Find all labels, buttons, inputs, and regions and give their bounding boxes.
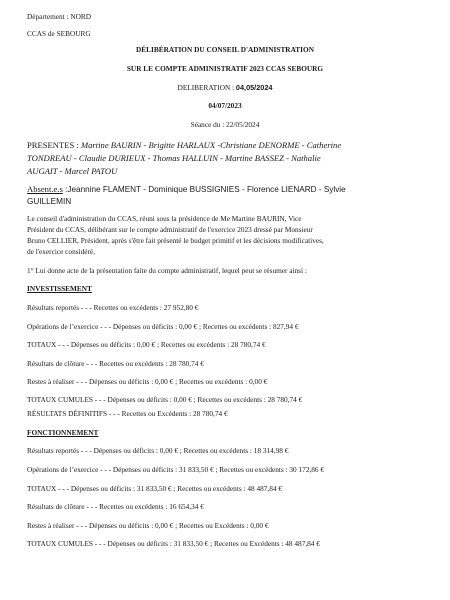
presents-line-3: AUGAIT - Marcel PATOU xyxy=(27,166,118,176)
investissement-line-1: Résultats reportés - - - Recettes ou excédents : 27 952,80 € xyxy=(27,303,199,312)
presents-names-1: Martine BAURIN - Brigitte HARLAUX -Christiane DENORME - Catherine xyxy=(80,140,342,150)
deliberation-label: DELIBERATION : xyxy=(177,83,236,92)
departement-line: Département : NORD xyxy=(27,12,92,21)
investissement-line-7: RÉSULTATS DÉFINITIFS - - - Recettes ou Excédents : 28 780,74 € xyxy=(27,409,228,418)
absents-names-1: :Jeannine FLAMENT - Dominique BUSSIGNIES - Florence LIENARD - Sylvie xyxy=(62,185,346,194)
investissement-line-4: Résultats de clôture - - - Recettes ou excédents : 28 780,74 € xyxy=(27,359,204,368)
ccas-line: CCAS de SEBOURG xyxy=(27,29,91,38)
absents-line-1 xyxy=(27,184,346,195)
presents-label: PRESENTES : xyxy=(27,140,81,150)
intro-line-2: Président du CCAS, délibérant sur le compte administratif de l'exercice 2023 dressé par Monsieur xyxy=(27,225,313,234)
investissement-heading: INVESTISSEMENT xyxy=(27,284,92,293)
fonctionnement-line-3: TOTAUX - - - Dépenses ou déficits : 31 833,50 € ; Recettes ou excédents : 48 487,84 € xyxy=(27,484,283,493)
absents-line-2: GUILLEMIN xyxy=(27,197,72,206)
title-line-2: SUR LE COMPTE ADMINISTRATIF 2023 CCAS SEBOURG xyxy=(126,64,324,73)
date-line: 04/07/2023 xyxy=(208,101,242,110)
absents-label: Absent.e.s xyxy=(27,184,63,194)
investissement-line-5: Restes à réaliser - - - Dépenses ou déficits : 0,00 € ; Recettes ou excédents : 0,00 € xyxy=(27,377,268,386)
investissement-line-2: Opérations de l’exercice - - - Dépenses ou déficits : 0,00 € ; Recettes ou excédents : 827,94 € xyxy=(27,322,299,331)
presents-line-2: TONDREAU - Claudie DURIEUX - Thomas HALLUIN - Martine BASSEZ - Nathalie xyxy=(27,153,321,163)
deliberation-line xyxy=(0,83,450,92)
seance-line: Séance du : 22/05/2024 xyxy=(190,120,260,129)
fonctionnement-line-1: Résultats reportés - - - Dépenses ou déficits : 0,00 € ; Recettes ou excédents : 18 314,98 € xyxy=(27,446,289,455)
intro-line-3: Bruno CELLIER, Président, après s'être fait présenté le budget primitif et les décisions modificatives, xyxy=(27,236,324,245)
title-line-1: DÉLIBÉRATION DU CONSEIL D'ADMINISTRATION xyxy=(136,45,314,54)
investissement-line-3: TOTAUX - - - Dépenses ou déficits : 0,00 € ; Recettes ou excédents : 28 780,74 € xyxy=(27,340,266,349)
intro-line-4: de l'exercice considéré, xyxy=(27,247,95,256)
fonctionnement-line-6: TOTAUX CUMULES - - - Dépenses ou déficits : 31 833,50 € ; Recettes ou Excédents : 48 487,84 € xyxy=(27,539,320,548)
fonctionnement-line-5: Restes à réaliser - - - Dépenses ou déficits : 0,00 € ; Recettes ou Excédents : 0,00 € xyxy=(27,521,269,530)
fonctionnement-line-2: Opérations de l’exercice - - - Dépenses ou déficits : 31 833,50 € ; Recettes ou excédents : 30 172,86 € xyxy=(27,465,325,474)
intro-line-1: Le conseil d'administration du CCAS, réuni sous la présidence de Me Martine BAURIN, Vice xyxy=(27,214,302,223)
deliberation-number: 04,05/2024 xyxy=(235,83,273,92)
fonctionnement-line-4: Résultats de clôture - - - Recettes ou excédents : 16 654,34 € xyxy=(27,502,204,511)
investissement-line-6: TOTAUX CUMULES - - - Dépenses ou déficits : 0,00 € ; Recettes ou excédents : 28 780,74 € xyxy=(27,395,303,404)
intro-line-5: 1° Lui donne acte de la présentation faite du compte administratif, lequel peut se résumer ainsi : xyxy=(27,266,307,275)
fonctionnement-heading: FONCTIONNEMENT xyxy=(27,428,99,437)
presents-line-1 xyxy=(27,140,341,151)
